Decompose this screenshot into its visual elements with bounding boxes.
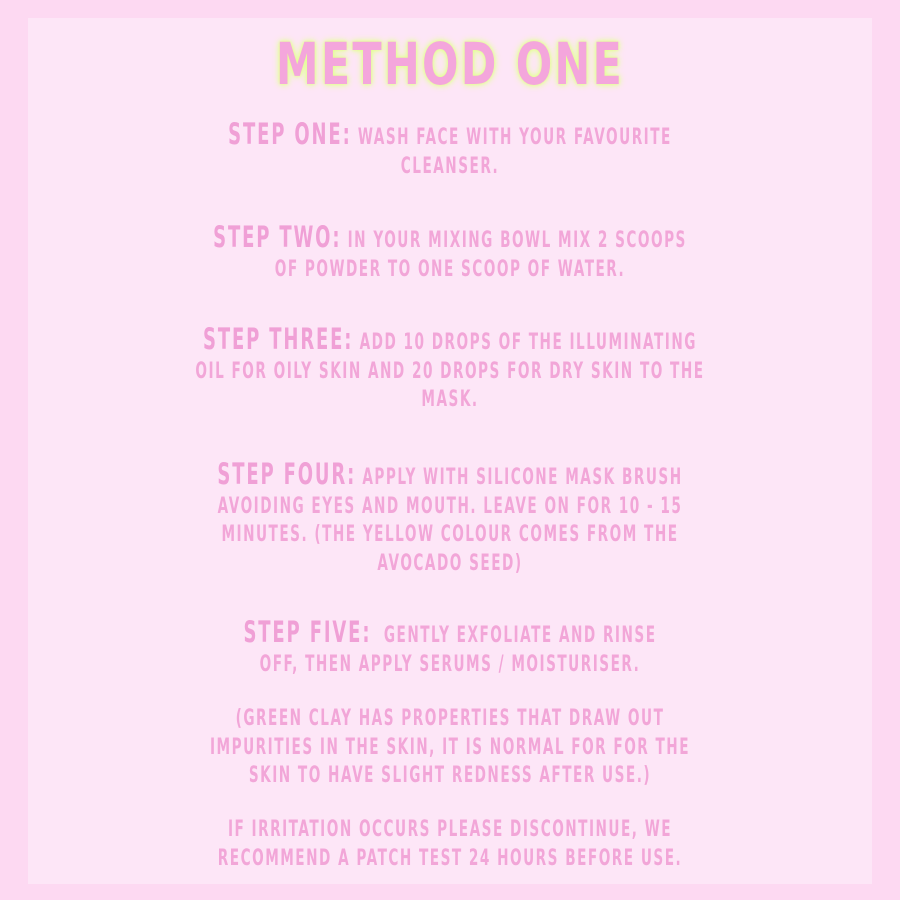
step-five: [0, 615, 900, 679]
step-three-text-line2: OIL FOR OILY SKIN AND 20 DROPS FOR DRY SKIN TO THE: [195, 358, 705, 384]
step-three: [0, 322, 900, 415]
irritation-note-line2: RECOMMEND A PATCH TEST 24 HOURS BEFORE USE.: [217, 845, 683, 871]
step-five-text: GENTLY EXFOLIATE AND RINSE: [371, 623, 657, 648]
step-four-text: APPLY WITH SILICONE MASK BRUSH: [356, 465, 683, 490]
green-clay-note-line3: SKIN TO HAVE SLIGHT REDNESS AFTER USE.): [248, 763, 652, 788]
green-clay-note-line1: (GREEN CLAY HAS PROPERTIES THAT DRAW OUT: [235, 706, 665, 731]
step-five-text-line2: OFF, THEN APPLY SERUMS / MOISTURISER.: [259, 651, 641, 677]
step-two-text: IN YOUR MIXING BOWL MIX 2 SCOOPS: [341, 228, 687, 253]
step-five-label: STEP FIVE:: [243, 615, 372, 649]
green-clay-note-line2: IMPURITIES IN THE SKIN, IT IS NORMAL FOR FOR THE: [209, 734, 691, 760]
step-four-text-line4: AVOCADO SEED): [377, 550, 523, 576]
step-four-text-line3: MINUTES. (THE YELLOW COLOUR COMES FROM THE: [221, 522, 679, 547]
step-one-text: WASH FACE WITH YOUR FAVOURITE: [351, 125, 672, 150]
step-four-label: STEP FOUR:: [217, 457, 357, 491]
page-title: METHOD ONE: [275, 30, 625, 98]
irritation-note: [0, 816, 900, 873]
irritation-note-line1: IF IRRITATION OCCURS PLEASE DISCONTINUE, WE: [227, 817, 673, 842]
step-three-text-line3: MASK.: [421, 387, 479, 412]
step-two-text-line2: OF POWDER TO ONE SCOOP OF WATER.: [274, 256, 626, 282]
step-three-text: ADD 10 DROPS OF THE ILLUMINATING: [353, 330, 697, 355]
step-four: [0, 457, 900, 578]
green-clay-note: [0, 705, 900, 791]
step-three-label: STEP THREE:: [203, 322, 354, 356]
step-four-text-line2: AVOIDING EYES AND MOUTH. LEAVE ON FOR 10 - 15: [217, 493, 683, 519]
step-one-label: STEP ONE:: [228, 117, 352, 151]
step-two: [0, 220, 900, 284]
step-one: [0, 117, 900, 181]
step-one-text-line2: CLEANSER.: [400, 153, 500, 179]
step-two-label: STEP TWO:: [213, 220, 342, 254]
